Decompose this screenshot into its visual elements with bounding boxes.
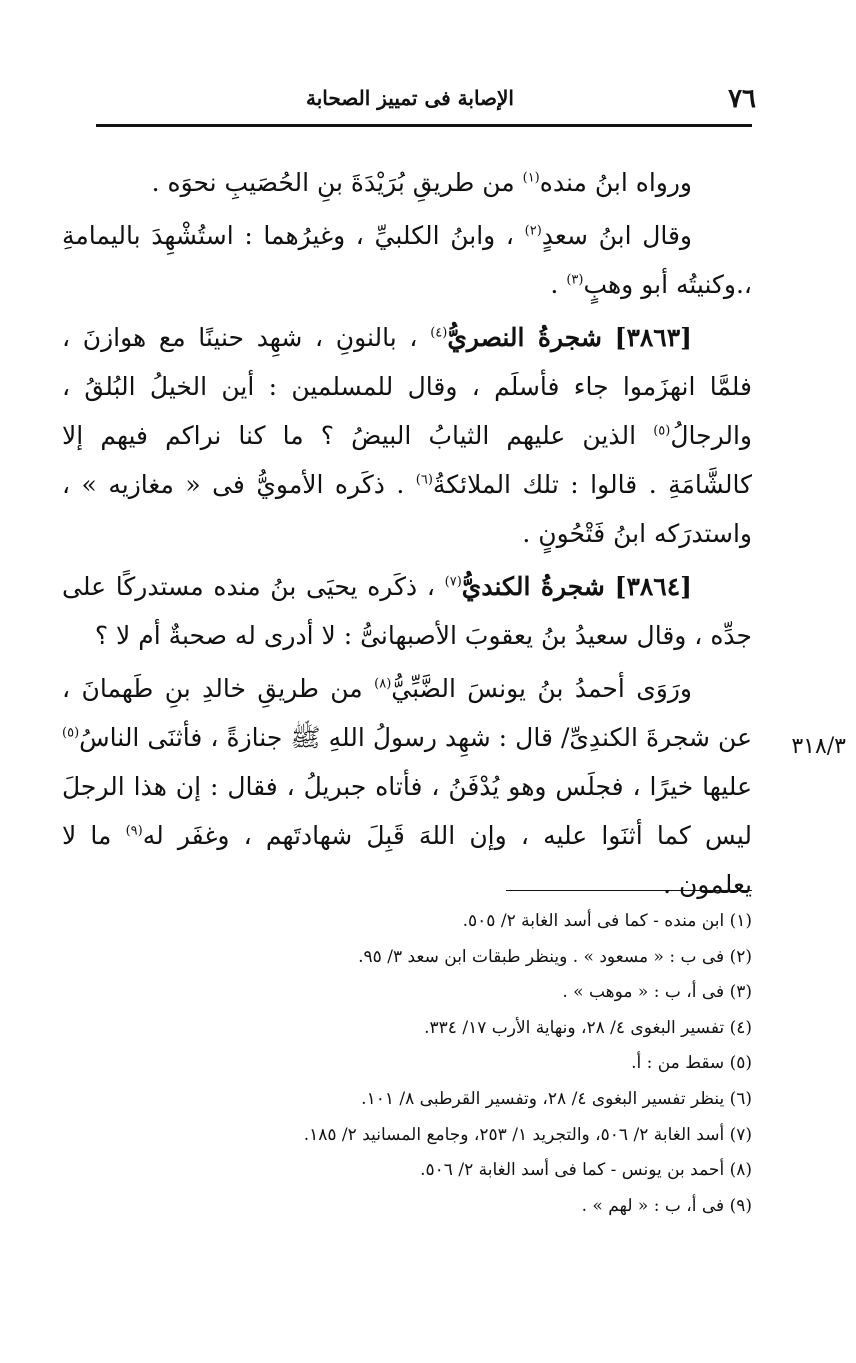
paragraph-ahmad-ibn-yunus [62, 664, 752, 909]
entry-name: شجرةُ النصريُّ [447, 323, 602, 352]
text-span: عليها خيرًا ، فجلَس وهو يُدْفَنُ ، فأتاه جبريلُ ، فقال : إن هذا الرجلَ ليس كما أثنَوا عليه ، وإن اللهَ قَبِلَ شهادتَهم ، وغفَر له [62, 772, 752, 850]
footnote-separator [506, 890, 752, 891]
entry-3863 [62, 313, 752, 558]
text-span: ورَوَى أحمدُ بنُ يونسَ الضَّبِّيُّ [391, 674, 692, 703]
text-span: الذين عليهم الثيابُ البيضُ ؟ ما كنا نراكم فيهم إلا كالشَّامَةِ . قالوا : تلك الملائكةُ [62, 421, 752, 499]
entry-number: [٣٨٦٣] [614, 323, 692, 352]
footnote-ref: (٨) [374, 676, 392, 692]
text-span: ، ذكَره يحيَى بنُ منده مستدركًا على جدِّه ، وقال سعيدُ بنُ يعقوبَ الأصبهانىُّ : لا أدرى له صحبةٌ أم لا ؟ [62, 572, 752, 650]
main-text [62, 158, 752, 913]
header-rule [96, 124, 752, 127]
page-number: ٧٦ [728, 84, 756, 114]
text-span: . ذكَره الأمويُّ فى « مغازيه » ، واستدرَكه ابنُ فَتْحُونٍ . [62, 470, 752, 548]
footnote-4: (٤) تفسير البغوى ٤/ ٢٨، ونهاية الأرب ١٧/ ٣٣٤. [424, 1017, 752, 1038]
text-span: . [550, 270, 567, 299]
footnote-2: (٢) فى ب : « مسعود » . وينظر طبقات ابن سعد ٣/ ٩٥. [358, 946, 752, 967]
text-span: وقال ابنُ سعدٍ [541, 221, 692, 250]
footnote-1: (١) ابن منده - كما فى أسد الغابة ٢/ ٥٠٥. [462, 911, 752, 931]
text-span: ورواه ابنُ منده [539, 168, 692, 197]
footnote-ref: (٣) [566, 272, 584, 288]
footnote-ref: (٢) [524, 223, 542, 239]
footnote-ref: (٩) [125, 823, 143, 839]
text-span: ما لا يعلمون . [62, 821, 752, 899]
footnote-9: (٩) فى أ، ب : « لهم » . [581, 1195, 752, 1216]
text-span: من طريقِ بُرَيْدَةَ بنِ الحُصَيبِ نحوَه . [151, 168, 523, 197]
footnote-8: (٨) أحمد بن يونس - كما فى أسد الغابة ٢/ ٥٠٦. [420, 1160, 752, 1181]
entry-3864 [62, 562, 752, 660]
entry-name: شجرةُ الكنديُّ [461, 572, 605, 601]
footnote-6: (٦) ينظر تفسير البغوى ٤/ ٢٨، وتفسير القرطبى ٨/ ١٠١. [361, 1088, 752, 1109]
footnote-ref: (٧) [444, 574, 462, 590]
entry-number: [٣٨٦٤] [614, 572, 692, 601]
text-span: ، وابنُ الكلبيِّ ، وغيرُهما : استُشْهِدَ باليمامةِ ،.وكنيتُه أبو وهبٍ [62, 221, 752, 299]
footnotes [120, 904, 752, 1224]
footnote-7: (٧) أسد الغابة ٢/ ٥٠٦، والتجريد ١/ ٢٥٣، وجامع المسانيد ٢/ ١٨٥. [303, 1124, 752, 1145]
text-span: من طريقِ خالدِ بنِ طَهمانَ ، عن شجرةَ الكندِىِّ/ قال : شهِد رسولُ اللهِ ﷺ جنازةً ، فأثنَى الناسُ [62, 674, 752, 752]
paragraph-ibn-mandah [62, 158, 752, 207]
paragraph-ibn-saad [62, 211, 752, 309]
footnote-ref: (٥) [653, 423, 671, 439]
margin-volume-page-ref: ٣١٨/٣ [791, 734, 846, 759]
footnote-ref: (٥) [62, 725, 80, 741]
footnote-ref: (٤) [430, 325, 448, 341]
footnote-ref: (١) [522, 170, 540, 186]
footnote-ref: (٦) [415, 472, 433, 488]
footnote-5: (٥) سقط من : أ. [631, 1053, 752, 1074]
text-span: ، بالنونِ ، شهِد حنينًا مع هوازنَ ، فلمَّا انهزَموا جاء فأسلَم ، وقال للمسلمين : أين الخيلُ البُلقُ ، والرجالُ [62, 323, 752, 450]
footnote-3: (٣) فى أ، ب : « موهب » . [562, 982, 752, 1003]
running-header-title: الإصابة فى تمييز الصحابة [306, 86, 514, 110]
